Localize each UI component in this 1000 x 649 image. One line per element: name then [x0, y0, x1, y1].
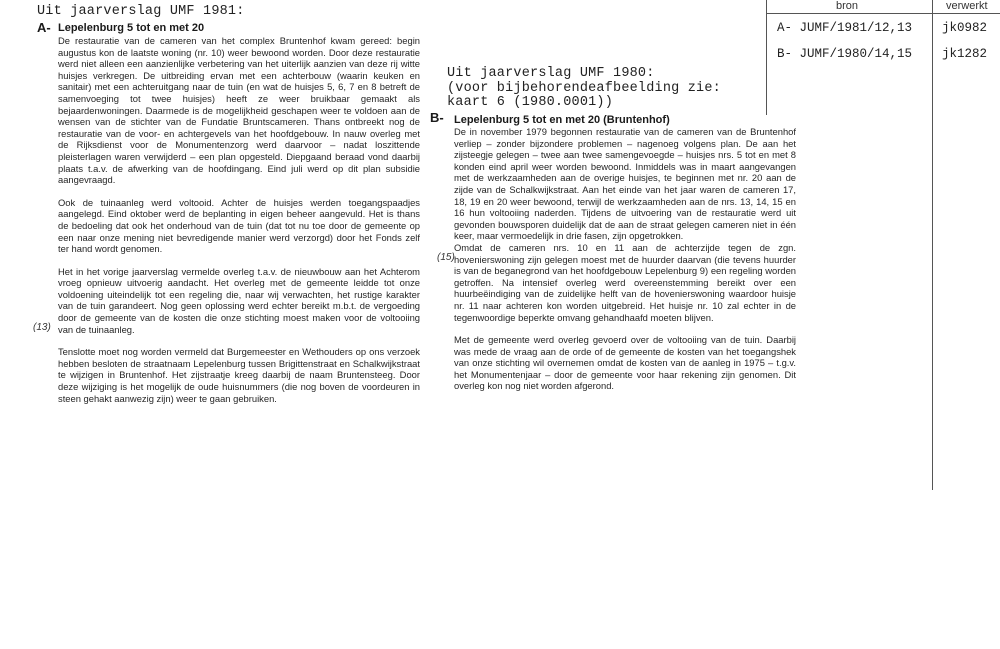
processed-ref-b: jk1282: [942, 47, 988, 61]
left-subtitle: Lepelenburg 5 tot en met 20: [58, 22, 205, 34]
left-letter: A-: [37, 20, 51, 35]
right-letter: B-: [430, 110, 444, 125]
right-title-line-3: kaart 6 (1980.0001)): [447, 95, 614, 110]
header-processed: verwerkt: [946, 0, 988, 12]
right-title-line-2: (voor bijbehorendeafbeelding zie:: [447, 81, 721, 96]
right-margin-note: (15): [437, 252, 455, 263]
right-title-line-1: Uit jaarverslag UMF 1980:: [447, 66, 655, 81]
left-paragraph-3: Het in het vorige jaarverslag vermelde overleg t.a.v. de nieuwbouw aan het Achterom vroeg opnieuw uitvoerig aandacht. Het overleg met de gemeente leidde tot onze voldoening uiteindelijk tot een regeling die, naar wij verwachten, het rustige karakter van de tuin garandeert. Nog geen oplossing werd echter bereikt m.b.t. de vergoeding door de gemeente van de kosten die onze stichting moest maken voor de voltooiing van de tuinaanleg.: [58, 265, 420, 335]
source-ref-a: A- JUMF/1981/12,13: [777, 21, 913, 35]
table-divider-right: [932, 0, 933, 490]
right-paragraph-2: Omdat de cameren nrs. 10 en 11 aan de achterzijde tegen de zgn. hovenierswoning zijn gelegen moest met de huurder daarvan (die tevens huurder is van de beganegrond van het hoofdgebouw Lepelenburg 9) een regeling worden getroffen. Na intensief overleg werd overeenstemming bereikt over een huurbeëindiging van de zuidelijke helft van de hovenierswoning waardoor huisje nr. 11 naar achteren kon worden uitgebreid. Het huisje nr. 10 zal echter in de tegenwoordige beperkte omvang gehandhaafd moeten blijven.: [454, 241, 796, 323]
right-body: [454, 126, 796, 392]
processed-ref-a: jk0982: [942, 21, 988, 35]
right-paragraph-3: Met de gemeente werd overleg gevoerd over de voltooiing van de tuin. Daarbij was mede de vraag aan de orde of de gemeente de kosten van het toegangshek van onze stichting wil overnemen omdat de kosten van de aanleg in 1975 – t.g.v. het Monumentenjaar – door de gemeente voor haar rekening zijn genomen. Dit overleg kon nog niet worden afgerond.: [454, 334, 796, 392]
source-ref-b: B- JUMF/1980/14,15: [777, 47, 913, 61]
right-subtitle: Lepelenburg 5 tot en met 20 (Bruntenhof): [454, 114, 670, 126]
left-title: Uit jaarverslag UMF 1981:: [37, 4, 245, 19]
table-divider-left: [766, 0, 767, 115]
header-source: bron: [836, 0, 859, 12]
left-margin-note: (13): [33, 322, 51, 333]
table-header-rule: [766, 13, 1000, 14]
left-body: [58, 35, 420, 404]
right-paragraph-1: De in november 1979 begonnen restauratie van de cameren van de Bruntenhof verliep – zonder bijzondere problemen – nagenoeg volgens plan. De aan het zijsteegje gelegen – twee aan twee samengevoegde – huisjes nrs. 5 tot en met 8 konden eind april weer worden bewoond. Inmiddels was in maart aangevangen met de werkzaamheden aan de overige huisjes, te beginnen met nr. 20 aan de zijde van de Schalkwijkstraat. Aan het einde van het jaar waren de cameren 17, 18, 19 en 20 weer bewoond, terwijl de werkzaamheden aan de nrs. 13, 14, 15 en 16 hun voltooiing naderden. Tijdens de uitvoering van de restauratie werd uit gevonden bouwsporen duidelijk dat de aan de straat gelegen cameren niet in één keer, maar vermoedelijk in drie fasen, zijn opgetrokken.: [454, 126, 796, 242]
left-paragraph-2: Ook de tuinaanleg werd voltooid. Achter de huisjes werden toegangspaadjes aangelegd. Eind oktober werd de beplanting in eigen beheer aangevuld. Het is thans de bedoeling dat ook het onderhoud van de tuin (dat tot nu toe door de gemeente op een naar onze mening niet bevredigende manier werd verzorgd) door het Fonds zelf ter hand wordt genomen.: [58, 196, 420, 255]
left-paragraph-1: De restauratie van de cameren van het complex Bruntenhof kwam gereed: begin augustus kon de laatste woning (nr. 10) weer bewoond worden. Door deze restauratie werd niet alleen een aanzienlijke verbetering van het uiterlijk aanzien van deze rij witte huisjes verkregen. De uitbreiding ervan met een achterbouw (waarin keuken en sanitair) met een achteruitgang naar de tuin (en wat de huisjes 5, 6, 7 en 8 betreft de samenvoeging tot twee huisjes) heeft ze weer bruikbaar gemaakt als bejaardenwoningen. Daarmede is de mogelijkheid geschapen weer te voldoen aan de wensen van de stichter van de Fundatie Bruntscameren. Thans ontbreekt nog de restauratie van de voor- en achtergevels van het hoofdgebouw. In nauw overleg met de Rijksdienst voor de Monumentenzorg werd daarvoor – nadat loszittende pleisterlagen waren verwijderd – een plan opgesteld. Diepgaand beraad vond daarbij plaats t.a.v. de afwerking van de hoofdingang. Eind juli werd op dit plan subsidie aangevraagd.: [58, 35, 420, 186]
left-paragraph-4: Tenslotte moet nog worden vermeld dat Burgemeester en Wethouders op ons verzoek hebben besloten de straatnaam Lepelenburg tussen Brigittenstraat en Schalkwijkstraat te wijzigen in Bruntenhof. Het zijstraatje kreeg daarbij de naam Bruntensteeg. Door deze wijziging is het mogelijk de oude huisnummers (die nog boven de voordeuren in steen gehakt aanwezig zijn) weer te gaan gebruiken.: [58, 346, 420, 404]
